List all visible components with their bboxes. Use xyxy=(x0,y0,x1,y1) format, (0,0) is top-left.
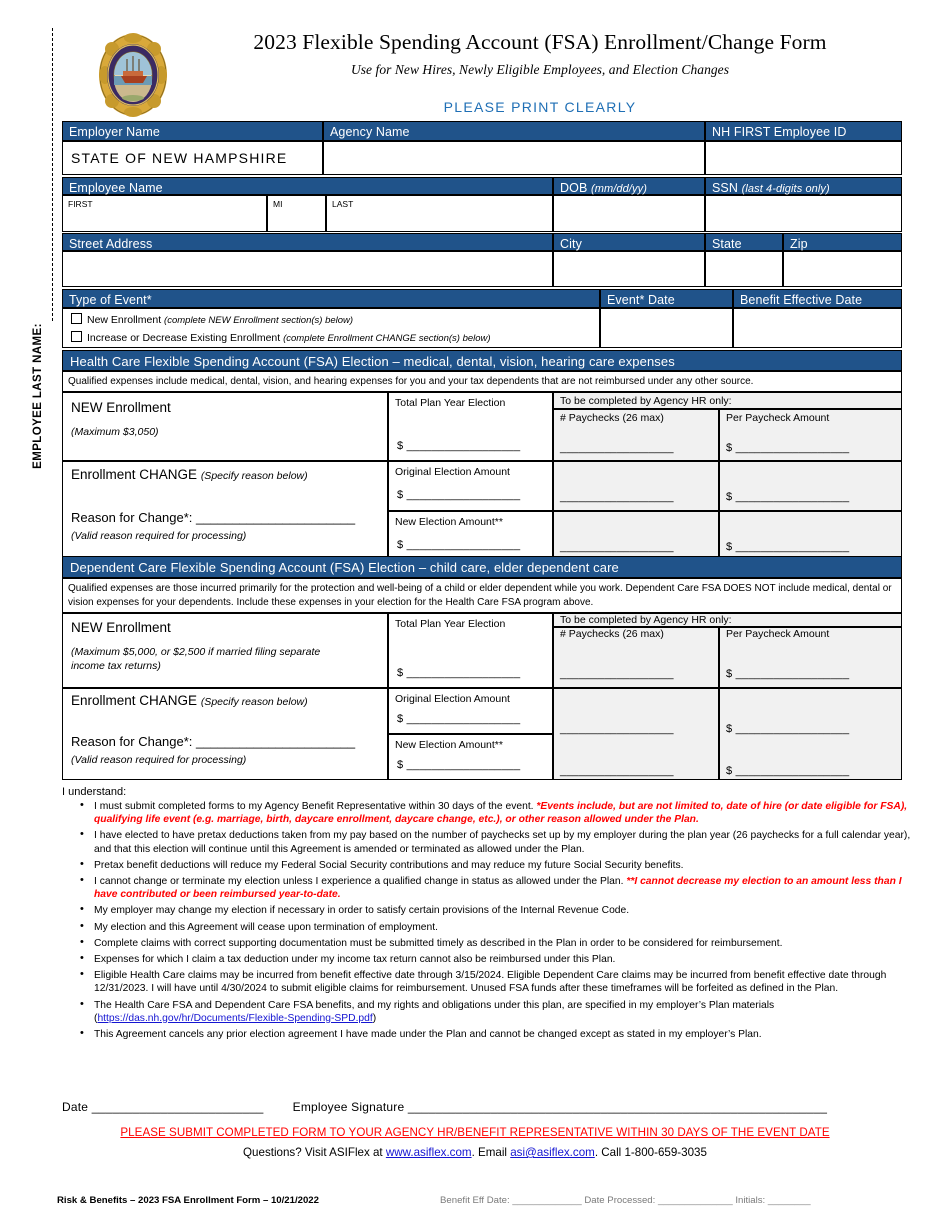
nh-first-employee-id-input[interactable] xyxy=(705,141,902,175)
health-care-description: Qualified expenses include medical, dental, vision, and hearing expenses for you and your tax dependents that are not reimbursed under any other source. xyxy=(62,371,902,392)
submit-notice: PLEASE SUBMIT COMPLETED FORM TO YOUR AGENCY HR/BENEFIT REPRESENTATIVE WITHIN 30 DAYS OF THE EVENT DATE xyxy=(120,1126,830,1139)
left-dashed-rule xyxy=(52,28,53,321)
plan-spd-link[interactable]: https://das.nh.gov/hr/Documents/Flexible-Spending-SPD.pdf xyxy=(97,1012,373,1024)
dependent-care-change-label: Enrollment CHANGE xyxy=(71,693,198,708)
type-of-event-options xyxy=(62,308,600,348)
type-of-event-header: Type of Event* xyxy=(62,289,600,308)
dob-hint: (mm/dd/yy) xyxy=(590,183,647,195)
understand-bullet xyxy=(78,875,918,901)
health-care-change-label-cell: Enrollment CHANGE (Specify reason below) Reason for Change*: ______________________ (Valid reason required for processing) xyxy=(62,461,388,561)
bullet-emphasis-text: **I cannot decrease my election to an amount less than I have contributed or been reimbursed year-to-date. xyxy=(94,876,902,901)
signature-row xyxy=(62,1100,827,1114)
dependent-care-new-per-paycheck-cell[interactable]: $ __________________ xyxy=(719,641,902,688)
dependent-care-reason-label: Reason for Change*: xyxy=(71,734,193,749)
understand-bullet xyxy=(78,953,918,966)
dependent-care-new-election-cell[interactable]: New Election Amount** $ __________________ xyxy=(388,734,553,780)
existing-enrollment-option[interactable] xyxy=(71,331,491,344)
bullet-text: Eligible Health Care claims may be incurred from benefit effective date through 3/15/2024. Eligible Dependent Care claims may be incurred from benefit effective date through 12/31/2023. I will have until 4/30/2024 to submit eligible claims for reimbursement. Unused FSA funds after these timeframes will be forfeited as defined in the Plan. xyxy=(94,970,887,995)
middle-initial-input[interactable]: MI xyxy=(267,195,326,232)
understand-bullet-list xyxy=(62,800,918,1044)
dependent-care-reason-for-change[interactable] xyxy=(71,734,355,749)
understand-bullet xyxy=(78,921,918,934)
last-name-input[interactable]: LAST xyxy=(326,195,553,232)
please-print-clearly-notice: PLEASE PRINT CLEARLY xyxy=(443,99,637,115)
health-care-change-per-paycheck-cell-1[interactable]: $ __________________ xyxy=(719,461,902,511)
employee-signature-line[interactable]: _____________________________________________________________ xyxy=(407,1100,828,1114)
bullet-text: I cannot change or terminate my election unless I experience a qualified change in status as allowed under the Plan. xyxy=(94,876,627,888)
health-care-new-election-cell[interactable]: New Election Amount** $ __________________ xyxy=(388,511,553,561)
health-care-change-paychecks-cell-1[interactable]: __________________ xyxy=(553,461,719,511)
page-subtitle: Use for New Hires, Newly Eligible Employees, and Election Changes xyxy=(350,61,730,77)
benefit-effective-date-header: Benefit Effective Date xyxy=(733,289,902,308)
health-care-section-band: Health Care Flexible Spending Account (FSA) Election – medical, dental, vision, hearing care expenses xyxy=(62,350,902,371)
dependent-care-section-band: Dependent Care Flexible Spending Account (FSA) Election – child care, elder dependent care xyxy=(62,556,902,578)
health-care-reason-label: Reason for Change*: xyxy=(71,510,193,525)
bullet-text: This Agreement cancels any prior election agreement I have made under the Plan and cannot be changed except as stated in my employer’s Plan. xyxy=(94,1029,762,1041)
understand-bullet xyxy=(78,937,918,950)
understand-bullet xyxy=(78,999,918,1025)
agency-name-header: Agency Name xyxy=(323,121,705,141)
city-input[interactable] xyxy=(553,251,705,287)
health-care-change-paychecks-cell-2[interactable]: __________________ xyxy=(553,511,719,561)
ssn-input[interactable] xyxy=(705,195,902,232)
dependent-care-reason-line: ______________________ xyxy=(196,734,356,749)
existing-enrollment-checkbox[interactable] xyxy=(71,331,82,342)
bullet-text-tail: ) xyxy=(372,1012,377,1024)
bullet-text: The Health Care FSA and Dependent Care FSA benefits, and my rights and obligations under this plan, are specified in my employer’s Plan materials ( xyxy=(94,999,775,1024)
street-address-header: Street Address xyxy=(62,233,553,251)
employee-signature-label: Employee Signature xyxy=(292,1100,405,1114)
health-care-reason-for-change[interactable] xyxy=(71,510,355,525)
event-date-input[interactable] xyxy=(600,308,733,348)
dependent-care-change-note: (Specify reason below) xyxy=(200,696,308,708)
state-of-new-hampshire-seal-icon xyxy=(97,32,169,118)
bullet-text: Expenses for which I claim a tax deduction under my income tax return cannot also be reimbursed under this Plan. xyxy=(94,954,616,966)
ssn-header xyxy=(705,177,902,195)
bullet-text: My employer may change my election if necessary in order to satisfy certain provisions of the Internal Revenue Code. xyxy=(94,905,630,917)
bullet-emphasis-text: *Events include, but are not limited to, date of hire (or date eligible for FSA), qualifying life event (e.g. marriage, birth, daycare enrollment, daycare change, etc.), or other reason allowed under the Plan. xyxy=(94,801,908,826)
bullet-text: Pretax benefit deductions will reduce my Federal Social Security contributions and may reduce my future Social Security benefits. xyxy=(94,859,684,871)
health-care-reason-line: ______________________ xyxy=(196,510,356,525)
employer-name-value-field[interactable]: STATE OF NEW HAMPSHIRE xyxy=(62,141,323,175)
employee-name-header: Employee Name xyxy=(62,177,553,195)
dependent-care-new-total-plan-year-cell[interactable]: Total Plan Year Election $ __________________ xyxy=(388,613,553,688)
new-enrollment-option[interactable] xyxy=(71,313,353,326)
footer-hr-processing-fields: Benefit Eff Date: _____________ Date Processed: ______________ Initials: ________ xyxy=(440,1195,811,1206)
state-input[interactable] xyxy=(705,251,783,287)
understand-bullet xyxy=(78,969,918,995)
ssn-label: SSN xyxy=(712,181,739,195)
health-care-change-label: Enrollment CHANGE xyxy=(71,467,198,482)
bullet-text: I have elected to have pretax deductions taken from my pay based on the number of paychecks set up by my employer during the plan year (26 paychecks for a full calendar year), and that this election will continue until this Agreement is amended or terminated as allowed under the Plan. xyxy=(94,830,911,855)
street-address-input[interactable] xyxy=(62,251,553,287)
health-care-new-total-plan-year-cell[interactable]: Total Plan Year Election $ __________________ xyxy=(388,392,553,461)
asiflex-website-link[interactable]: www.asiflex.com xyxy=(385,1146,472,1159)
first-name-input[interactable]: FIRST xyxy=(62,195,267,232)
dependent-care-per-paycheck-label: Per Paycheck Amount xyxy=(719,627,902,641)
dependent-care-paychecks-label: # Paychecks (26 max) xyxy=(553,627,719,641)
dependent-care-change-label-cell: Enrollment CHANGE (Specify reason below) Reason for Change*: ______________________ (Valid reason required for processing) xyxy=(62,688,388,780)
benefit-effective-date-input[interactable] xyxy=(733,308,902,348)
health-care-new-enrollment-label-cell: NEW Enrollment (Maximum $3,050) xyxy=(62,392,388,461)
existing-enrollment-note: (complete Enrollment CHANGE section(s) below) xyxy=(283,333,491,344)
dependent-care-change-paychecks-cell[interactable]: __________________ __________________ xyxy=(553,688,719,780)
new-enrollment-checkbox[interactable] xyxy=(71,313,82,324)
dependent-care-change-per-paycheck-cell[interactable]: $ __________________ $ __________________ xyxy=(719,688,902,780)
understand-bullet xyxy=(78,800,918,826)
page-title: 2023 Flexible Spending Account (FSA) Enrollment/Change Form xyxy=(253,30,827,54)
dependent-care-new-paychecks-cell[interactable]: __________________ xyxy=(553,641,719,688)
dob-label: DOB xyxy=(560,181,588,195)
health-care-new-per-paycheck-cell[interactable]: Per Paycheck Amount $ __________________ xyxy=(719,409,902,461)
dob-header xyxy=(553,177,705,195)
date-label: Date xyxy=(62,1100,89,1114)
questions-pre-text: Questions? Visit ASIFlex at xyxy=(243,1146,386,1159)
ssn-hint: (last 4-digits only) xyxy=(741,183,830,195)
health-care-new-paychecks-cell[interactable]: # Paychecks (26 max) __________________ xyxy=(553,409,719,461)
nh-first-employee-id-header: NH FIRST Employee ID xyxy=(705,121,902,141)
dependent-care-hr-only-header: To be completed by Agency HR only: xyxy=(553,613,902,627)
dependent-care-description: Qualified expenses are those incurred primarily for the protection and well-being of a child or elder dependent while you work. Dependent Care FSA DOES NOT include medical, dental or vision expenses for your dependents. Include these expenses in your election for the Health Care FSA program above. xyxy=(62,578,902,613)
questions-post-text: . Call 1-800-659-3035 xyxy=(594,1146,707,1159)
health-care-change-note: (Specify reason below) xyxy=(200,470,308,482)
asiflex-email-link[interactable]: asi@asiflex.com xyxy=(510,1146,595,1159)
zip-input[interactable] xyxy=(783,251,902,287)
city-header: City xyxy=(553,233,705,251)
i-understand-heading: I understand: xyxy=(62,786,127,798)
new-enrollment-label: New Enrollment xyxy=(87,314,162,326)
employee-last-name-side-label: EMPLOYEE LAST NAME: xyxy=(32,323,44,469)
bullet-text: My election and this Agreement will cease upon termination of employment. xyxy=(94,921,438,933)
dob-input[interactable] xyxy=(553,195,705,232)
bullet-text: I must submit completed forms to my Agency Benefit Representative within 30 days of the event. xyxy=(94,801,537,812)
health-care-original-election-cell[interactable]: Original Election Amount $ __________________ xyxy=(388,461,553,511)
understand-bullet xyxy=(78,859,918,872)
new-enrollment-note: (complete NEW Enrollment section(s) below) xyxy=(164,315,354,326)
form-title-block xyxy=(180,30,900,78)
understand-bullet xyxy=(78,1028,918,1041)
event-date-header: Event* Date xyxy=(600,289,733,308)
health-care-change-per-paycheck-cell-2[interactable]: $ __________________ xyxy=(719,511,902,561)
date-line[interactable]: _________________________ xyxy=(91,1100,264,1114)
bullet-text: Complete claims with correct supporting documentation must be submitted timely as described in the Plan in order to be considered for reimbursement. xyxy=(94,937,783,949)
existing-enrollment-label: Increase or Decrease Existing Enrollment xyxy=(87,332,281,344)
health-care-hr-only-header: To be completed by Agency HR only: xyxy=(553,392,902,409)
questions-mid-text: . Email xyxy=(471,1146,511,1159)
understand-bullet xyxy=(78,904,918,917)
questions-line xyxy=(0,1146,950,1159)
zip-header: Zip xyxy=(783,233,902,251)
agency-name-input[interactable] xyxy=(323,141,705,175)
understand-bullet xyxy=(78,829,918,855)
dependent-care-new-enrollment-label-cell: NEW Enrollment (Maximum $5,000, or $2,500 if married filing separate income tax returns) xyxy=(62,613,388,688)
footer-form-id: Risk & Benefits – 2023 FSA Enrollment Form – 10/21/2022 xyxy=(57,1195,319,1206)
state-header: State xyxy=(705,233,783,251)
dependent-care-original-election-cell[interactable]: Original Election Amount $ __________________ xyxy=(388,688,553,734)
employer-name-header: Employer Name xyxy=(62,121,323,141)
